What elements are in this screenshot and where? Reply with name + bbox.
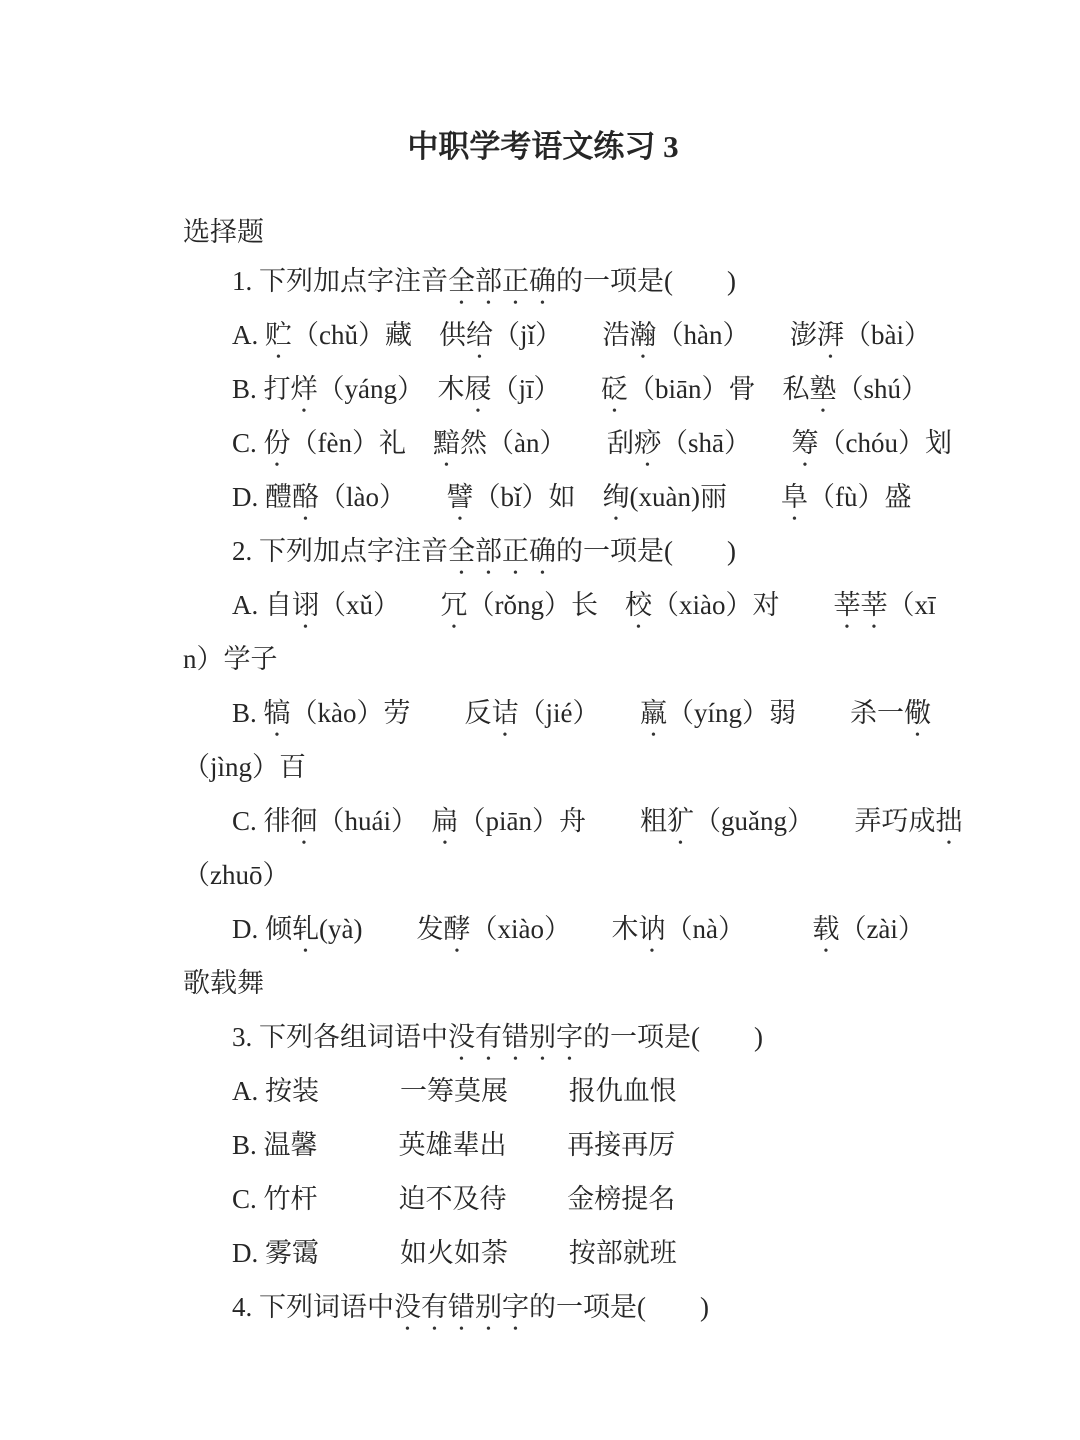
text-line [183, 416, 952, 470]
text-line [183, 848, 913, 902]
dotted-text: 瀚 [629, 320, 657, 350]
text-line [183, 902, 925, 956]
text-segment: （chǔ）藏 供 [292, 320, 466, 350]
text-segment: （zhuō） [183, 860, 290, 890]
text-line [183, 254, 913, 308]
text-line [183, 1118, 913, 1172]
text-line [183, 362, 929, 416]
text-segment: 3. 下列各组词语中 [232, 1022, 448, 1052]
dotted-text: 载 [812, 914, 840, 944]
dotted-text: 份 [263, 428, 291, 458]
dotted-text: 烊 [290, 374, 318, 404]
dotted-text: 黯 [433, 428, 460, 458]
dotted-text: 校 [625, 590, 652, 620]
text-line [183, 740, 913, 794]
dotted-text: 筹 [791, 428, 819, 458]
text-line [183, 524, 913, 578]
dotted-text: 莘莘 [833, 590, 888, 620]
dotted-text: 给 [465, 320, 493, 350]
dotted-text: 扁 [431, 806, 459, 836]
text-segment: C. [232, 428, 264, 458]
text-segment: (xuàn)丽 [629, 482, 781, 512]
dotted-text: 湃 [816, 320, 844, 350]
text-segment: （zài） [839, 914, 925, 944]
text-segment: （xiào）对 [652, 590, 834, 620]
text-segment: （lào） [319, 482, 447, 512]
text-segment: n）学子 [183, 644, 278, 674]
dotted-text: 痧 [633, 428, 661, 458]
dotted-text: 全部正确 [448, 266, 556, 296]
text-segment: （piān）舟 粗 [458, 806, 668, 836]
text-segment: （jǐ） 浩 [492, 320, 630, 350]
dotted-text: 轧 [292, 914, 319, 944]
dotted-text: 屐 [464, 374, 492, 404]
text-line [183, 686, 932, 740]
dotted-text: 绚 [602, 482, 630, 512]
dotted-text: 拙 [935, 806, 963, 836]
text-line [183, 956, 913, 1010]
text-segment: A. 按装 一筹莫展 报仇血恨 [232, 1076, 677, 1106]
text-segment: B. [232, 698, 264, 728]
text-line [183, 578, 936, 632]
document-lines [183, 254, 963, 1334]
text-segment: （fèn）礼 [290, 428, 433, 458]
text-segment: （huái） [317, 806, 432, 836]
dotted-text: 诘 [491, 698, 519, 728]
text-segment: （nà） [665, 914, 813, 944]
dotted-text: 全部正确 [448, 536, 556, 566]
text-segment: 的一项是( ) [529, 1292, 709, 1322]
text-segment: C. 竹杆 迫不及待 金榜提名 [232, 1184, 676, 1214]
dotted-text: 犷 [667, 806, 695, 836]
dotted-text: 酪 [292, 482, 319, 512]
text-segment: （biān）骨 私 [628, 374, 810, 404]
document-title: 中职学考语文练习 3 [407, 129, 679, 164]
text-segment: 1. 下列加点字注音 [232, 266, 448, 296]
text-line [183, 1064, 913, 1118]
dotted-text: 儆 [904, 698, 932, 728]
text-segment: A. [232, 320, 265, 350]
dotted-text: 诩 [292, 590, 319, 620]
text-line [183, 632, 913, 686]
text-segment: B. 温馨 英雄辈出 再接再厉 [232, 1130, 676, 1160]
text-segment: 的一项是( ) [583, 1022, 763, 1052]
text-segment: （chóu）划 [818, 428, 952, 458]
text-segment: （yíng）弱 杀一 [667, 698, 905, 728]
text-line [183, 1172, 913, 1226]
text-segment: 2. 下列加点字注音 [232, 536, 448, 566]
text-segment: （guǎng） 弄巧成 [694, 806, 936, 836]
text-segment: 4. 下列词语中 [232, 1292, 394, 1322]
dotted-text: 贮 [265, 320, 292, 350]
text-segment: （jìng）百 [183, 752, 307, 782]
text-segment: D. 倾 [232, 914, 292, 944]
text-segment: D. 醴 [232, 482, 292, 512]
text-segment: （jié） [518, 698, 640, 728]
dotted-text: 冗 [440, 590, 468, 620]
dotted-text: 犒 [263, 698, 291, 728]
text-segment: （xǔ） [319, 590, 441, 620]
text-segment: （xiào） 木 [470, 914, 639, 944]
text-segment: （bài） [843, 320, 931, 350]
text-segment: 的一项是( ) [556, 266, 736, 296]
text-line [183, 1280, 913, 1334]
dotted-text: 羸 [640, 698, 667, 728]
text-segment: （bǐ）如 [473, 482, 603, 512]
text-segment: 歌载舞 [183, 968, 264, 998]
text-segment: （shú） [836, 374, 929, 404]
text-segment: B. 打 [232, 374, 291, 404]
text-line [183, 470, 913, 524]
text-segment: D. 雾霭 如火如荼 按部就班 [232, 1238, 677, 1268]
dotted-text: 讷 [638, 914, 666, 944]
text-line [183, 794, 963, 848]
text-segment: （xī [887, 590, 936, 620]
text-segment: （fù）盛 [807, 482, 912, 512]
dotted-text: 没有错别字 [448, 1022, 583, 1052]
dotted-text: 砭 [601, 374, 629, 404]
dotted-text: 阜 [780, 482, 808, 512]
text-segment: （shā） [660, 428, 792, 458]
section-heading: 选择题 [183, 217, 264, 247]
text-segment: （rǒng）长 [467, 590, 625, 620]
text-segment: （jī） [491, 374, 602, 404]
text-line [183, 1226, 913, 1280]
text-segment: 的一项是( ) [556, 536, 736, 566]
text-segment: （yáng） 木 [317, 374, 465, 404]
text-segment: （kào）劳 反 [290, 698, 492, 728]
text-segment: C. 徘 [232, 806, 291, 836]
text-segment: （hàn） 澎 [656, 320, 817, 350]
text-segment: (yà) 发 [319, 914, 444, 944]
dotted-text: 譬 [446, 482, 474, 512]
dotted-text: 酵 [443, 914, 471, 944]
text-line [183, 308, 931, 362]
dotted-text: 塾 [809, 374, 837, 404]
text-segment: 然（àn） 刮 [460, 428, 634, 458]
text-line [183, 1010, 913, 1064]
dotted-text: 徊 [290, 806, 318, 836]
dotted-text: 没有错别字 [394, 1292, 529, 1322]
text-segment: A. 自 [232, 590, 292, 620]
